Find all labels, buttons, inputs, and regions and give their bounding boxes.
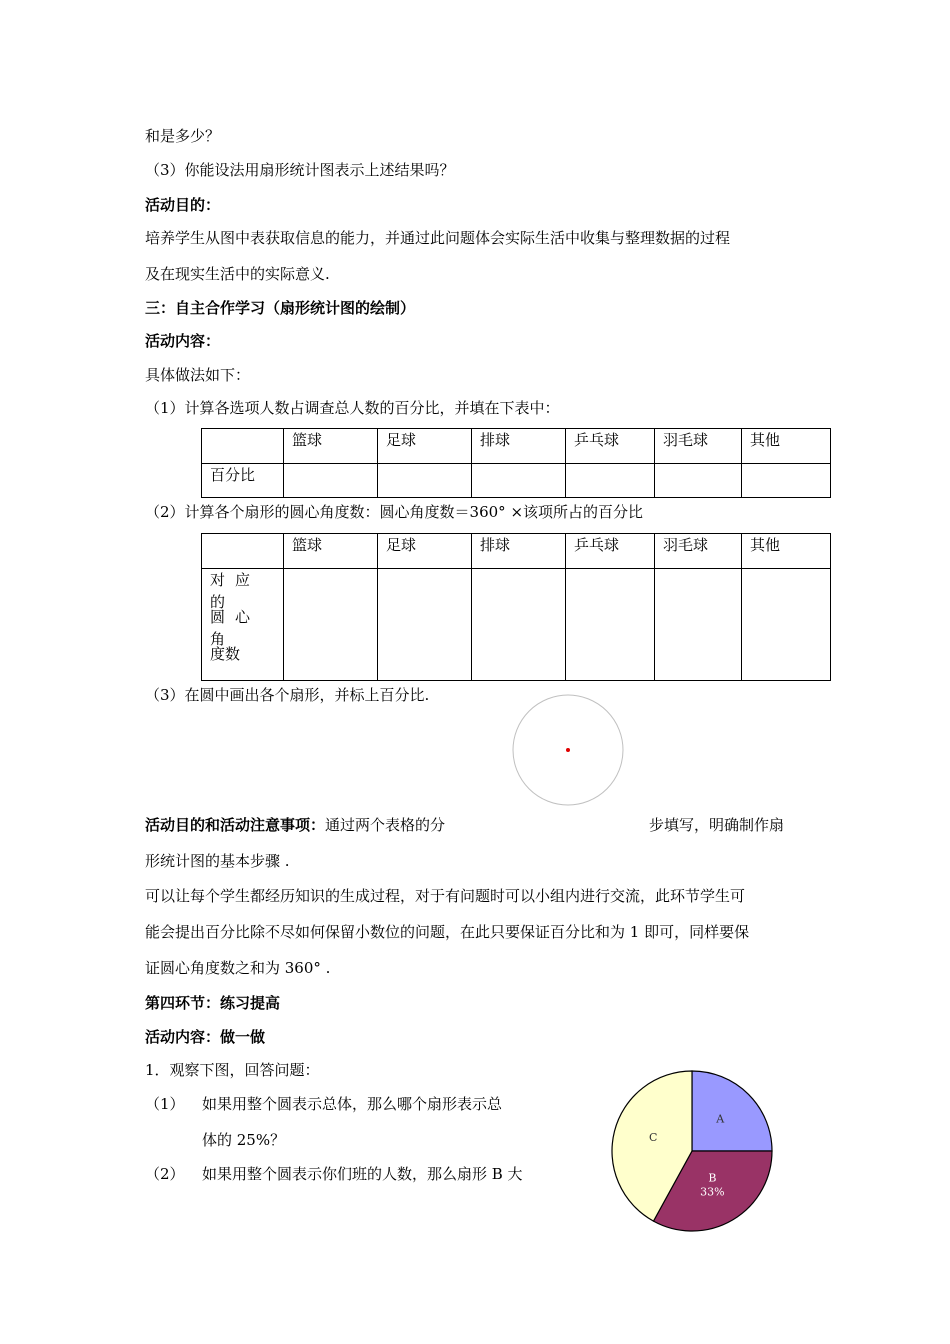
section-3-heading: 三：自主合作学习（扇形统计图的绘制） (145, 299, 416, 317)
table-cell[interactable] (472, 464, 566, 498)
question-1-text: 如果用整个圆表示总体，那么哪个扇形表示总 (202, 1095, 503, 1113)
text-line: 及在现实生活中的实际意义. (145, 265, 330, 283)
text-line: 能会提出百分比除不尽如何保留小数位的问题，在此只要保证百分比和为 1 即可，同样要保 (145, 923, 750, 941)
question-1-text-continued: 体的 25%？ (202, 1131, 286, 1149)
heading-purpose-notes: 活动目的和活动注意事项： (145, 816, 326, 834)
table-cell[interactable] (655, 464, 742, 498)
notes-line (145, 815, 445, 835)
table-row-label: 百分比 (202, 464, 284, 498)
question-2-number: （2） (145, 1165, 185, 1183)
table-cell[interactable] (284, 569, 378, 681)
table-header-cell: 乒乓球 (566, 429, 655, 464)
table-header-cell: 足球 (378, 534, 472, 569)
angle-table (201, 533, 831, 681)
text-line: 和是多少？ (145, 127, 221, 145)
pie-data-label-b: 33% (700, 1185, 725, 1199)
step-3: （3）在圆中画出各个扇形，并标上百分比. (145, 686, 430, 704)
pie-label-c: C (649, 1131, 658, 1145)
step-2: （2）计算各个扇形的圆心角度数：圆心角度数＝360° ×该项所占的百分比 (145, 503, 644, 521)
percent-table (201, 428, 831, 498)
notes-text-continued: 步填写，明确制作扇 (649, 816, 785, 834)
table-header-cell: 其他 (742, 429, 831, 464)
pie-label-b: B (708, 1171, 717, 1185)
empty-circle-figure (511, 694, 625, 808)
table-cell[interactable] (655, 569, 742, 681)
table-header-cell: 篮球 (284, 534, 378, 569)
text-line: 可以让每个学生都经历知识的生成过程，对于有问题时可以小组内进行交流，此环节学生可 (145, 887, 746, 905)
row-label-line: 度数 (210, 645, 241, 663)
step-1: （1）计算各选项人数占调查总人数的百分比，并填在下表中： (145, 399, 560, 417)
table-header-cell (202, 534, 284, 569)
table-cell[interactable] (566, 569, 655, 681)
table-cell[interactable] (378, 464, 472, 498)
question-1-number: （1） (145, 1095, 185, 1113)
exercise-1: 1．观察下图，回答问题： (145, 1061, 320, 1079)
table-cell[interactable] (284, 464, 378, 498)
section-4-heading: 第四环节：练习提高 (145, 994, 281, 1012)
question-3: （3）你能设法用扇形统计图表示上述结果吗？ (145, 161, 455, 179)
table-header-cell: 足球 (378, 429, 472, 464)
text-line: 培养学生从图中表获取信息的能力，并通过此问题体会实际生活中收集与整理数据的过程 (145, 229, 731, 247)
pie-label-a: A (716, 1112, 725, 1126)
question-2-text: 如果用整个圆表示你们班的人数，那么扇形 B 大 (202, 1165, 523, 1183)
text-line: 证圆心角度数之和为 360° . (145, 959, 331, 977)
table-cell[interactable] (378, 569, 472, 681)
table-header-cell: 篮球 (284, 429, 378, 464)
table-header-cell: 排球 (472, 429, 566, 464)
table-cell[interactable] (742, 464, 831, 498)
heading-activity-content: 活动内容： (145, 332, 221, 350)
table-header-cell: 羽毛球 (655, 534, 742, 569)
center-dot (566, 748, 570, 752)
row-label-line: 对应的 (210, 571, 261, 611)
table-row-label (202, 569, 284, 681)
text-line: 形统计图的基本步骤 . (145, 852, 290, 870)
table-header-cell: 排球 (472, 534, 566, 569)
heading-activity-content-2: 活动内容：做一做 (145, 1028, 266, 1046)
table-cell[interactable] (566, 464, 655, 498)
pie-slice-a (692, 1071, 772, 1151)
notes-text: 通过两个表格的分 (325, 816, 446, 834)
row-label-line: 圆心角 (210, 608, 261, 648)
pie-chart (610, 1071, 776, 1227)
table-header-cell (202, 429, 284, 464)
table-header-cell: 乒乓球 (566, 534, 655, 569)
table-header-cell: 羽毛球 (655, 429, 742, 464)
table-header-cell: 其他 (742, 534, 831, 569)
text-line: 具体做法如下： (145, 366, 251, 384)
table-cell[interactable] (742, 569, 831, 681)
table-cell[interactable] (472, 569, 566, 681)
heading-activity-purpose: 活动目的： (145, 196, 221, 214)
